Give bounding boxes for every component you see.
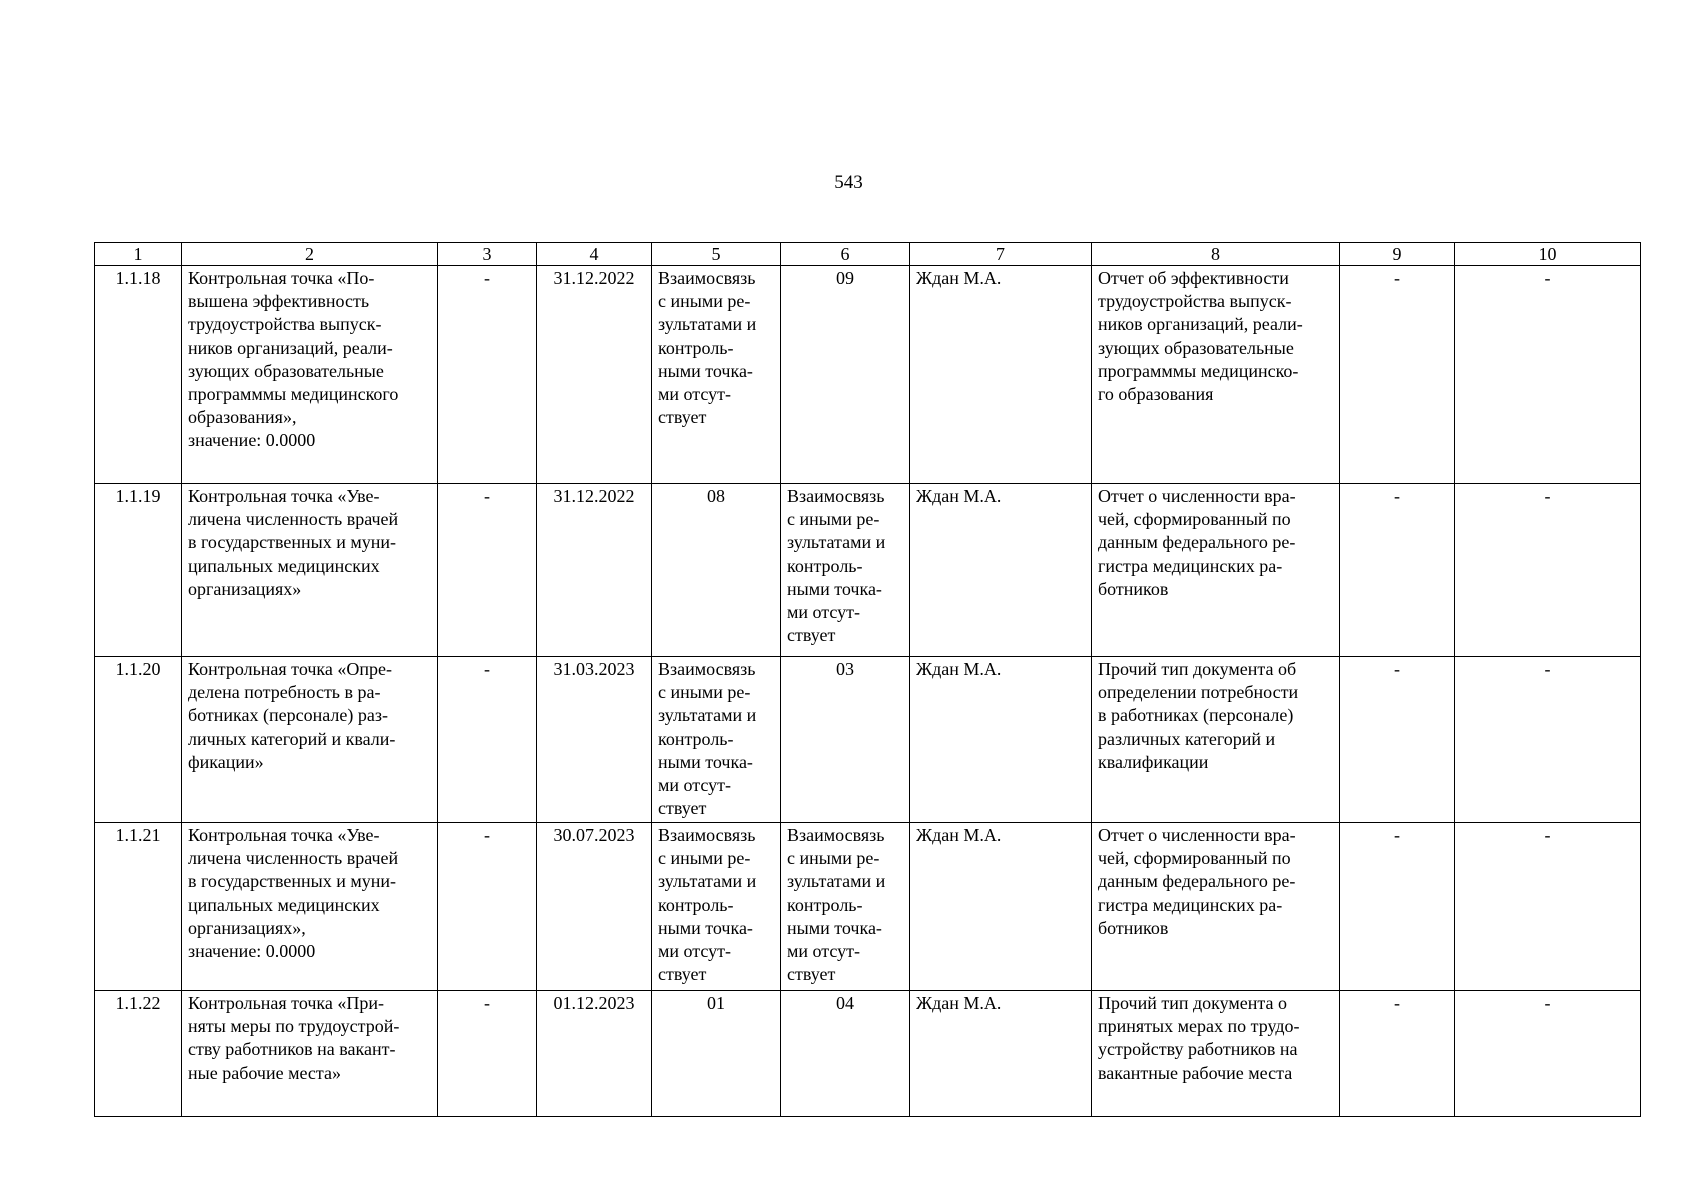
- page-number: 543: [834, 172, 863, 193]
- responsible-person: Ждан М.А.: [910, 991, 1092, 1117]
- responsible-person: Ждан М.А.: [910, 484, 1092, 657]
- due-date: 31.12.2022: [537, 266, 652, 484]
- cell-col3: -: [438, 266, 537, 484]
- cell-col6: Взаимосвязь с иными ре- зультатами и контроль- ными точка- ми отсут- ствует: [781, 484, 910, 657]
- cell-col3: -: [438, 657, 537, 823]
- column-header: 1: [95, 243, 182, 266]
- cell-col5: Взаимосвязь с иными ре- зультатами и контроль- ными точка- ми отсут- ствует: [652, 823, 781, 991]
- column-header: 5: [652, 243, 781, 266]
- cell-col9: -: [1340, 823, 1455, 991]
- row-number: 1.1.18: [95, 266, 182, 484]
- document-type: Прочий тип документа о принятых мерах по трудо- устройству работников на вакантные рабочие места: [1092, 991, 1340, 1117]
- control-point-name: Контрольная точка «Уве- личена численность врачей в государственных и муни- ципальных медицинских организациях»: [182, 484, 438, 657]
- cell-col9: -: [1340, 266, 1455, 484]
- cell-col9: -: [1340, 657, 1455, 823]
- cell-col10: -: [1455, 823, 1641, 991]
- table-row: [95, 823, 1641, 991]
- due-date: 31.12.2022: [537, 484, 652, 657]
- cell-col5: Взаимосвязь с иными ре- зультатами и контроль- ными точка- ми отсут- ствует: [652, 266, 781, 484]
- document-type: Отчет о численности вра- чей, сформированный по данным федерального ре- гистра медицинских ра- ботников: [1092, 823, 1340, 991]
- cell-col6: 04: [781, 991, 910, 1117]
- due-date: 30.07.2023: [537, 823, 652, 991]
- responsible-person: Ждан М.А.: [910, 657, 1092, 823]
- cell-col6: 03: [781, 657, 910, 823]
- cell-col9: -: [1340, 484, 1455, 657]
- cell-col6: 09: [781, 266, 910, 484]
- document-type: Отчет о численности вра- чей, сформированный по данным федерального ре- гистра медицинских ра- ботников: [1092, 484, 1340, 657]
- control-points-table: [94, 242, 1641, 1117]
- column-header: 8: [1092, 243, 1340, 266]
- cell-col6: Взаимосвязь с иными ре- зультатами и контроль- ными точка- ми отсут- ствует: [781, 823, 910, 991]
- column-header: 10: [1455, 243, 1641, 266]
- cell-col5: 08: [652, 484, 781, 657]
- table-row: [95, 991, 1641, 1117]
- control-point-name: Контрольная точка «Уве- личена численность врачей в государственных и муни- ципальных медицинских организациях», значение: 0.0000: [182, 823, 438, 991]
- table-row: [95, 266, 1641, 484]
- cell-col3: -: [438, 484, 537, 657]
- column-header: 9: [1340, 243, 1455, 266]
- cell-col10: -: [1455, 991, 1641, 1117]
- cell-col10: -: [1455, 657, 1641, 823]
- control-point-name: Контрольная точка «При- няты меры по трудоустрой- ству работников на вакант- ные рабочие места»: [182, 991, 438, 1117]
- cell-col5: 01: [652, 991, 781, 1117]
- table-header-row: [95, 243, 1641, 266]
- due-date: 01.12.2023: [537, 991, 652, 1117]
- row-number: 1.1.22: [95, 991, 182, 1117]
- cell-col3: -: [438, 991, 537, 1117]
- column-header: 7: [910, 243, 1092, 266]
- column-header: 3: [438, 243, 537, 266]
- cell-col10: -: [1455, 484, 1641, 657]
- document-type: Прочий тип документа об определении потребности в работниках (персонале) различных категорий и квалификации: [1092, 657, 1340, 823]
- cell-col10: -: [1455, 266, 1641, 484]
- row-number: 1.1.19: [95, 484, 182, 657]
- column-header: 6: [781, 243, 910, 266]
- responsible-person: Ждан М.А.: [910, 823, 1092, 991]
- cell-col3: -: [438, 823, 537, 991]
- row-number: 1.1.20: [95, 657, 182, 823]
- table-row: [95, 657, 1641, 823]
- column-header: 2: [182, 243, 438, 266]
- control-point-name: Контрольная точка «Опре- делена потребность в ра- ботниках (персонале) раз- личных категорий и квали- фикации»: [182, 657, 438, 823]
- cell-col5: Взаимосвязь с иными ре- зультатами и контроль- ными точка- ми отсут- ствует: [652, 657, 781, 823]
- document-type: Отчет об эффективности трудоустройства выпуск- ников организаций, реали- зующих образовательные программмы медицинско- го образования: [1092, 266, 1340, 484]
- row-number: 1.1.21: [95, 823, 182, 991]
- table-row: [95, 484, 1641, 657]
- cell-col9: -: [1340, 991, 1455, 1117]
- due-date: 31.03.2023: [537, 657, 652, 823]
- responsible-person: Ждан М.А.: [910, 266, 1092, 484]
- column-header: 4: [537, 243, 652, 266]
- control-point-name: Контрольная точка «По- вышена эффективность трудоустройства выпуск- ников организаций, реали- зующих образовательные программмы медицинского образования», значение: 0.0000: [182, 266, 438, 484]
